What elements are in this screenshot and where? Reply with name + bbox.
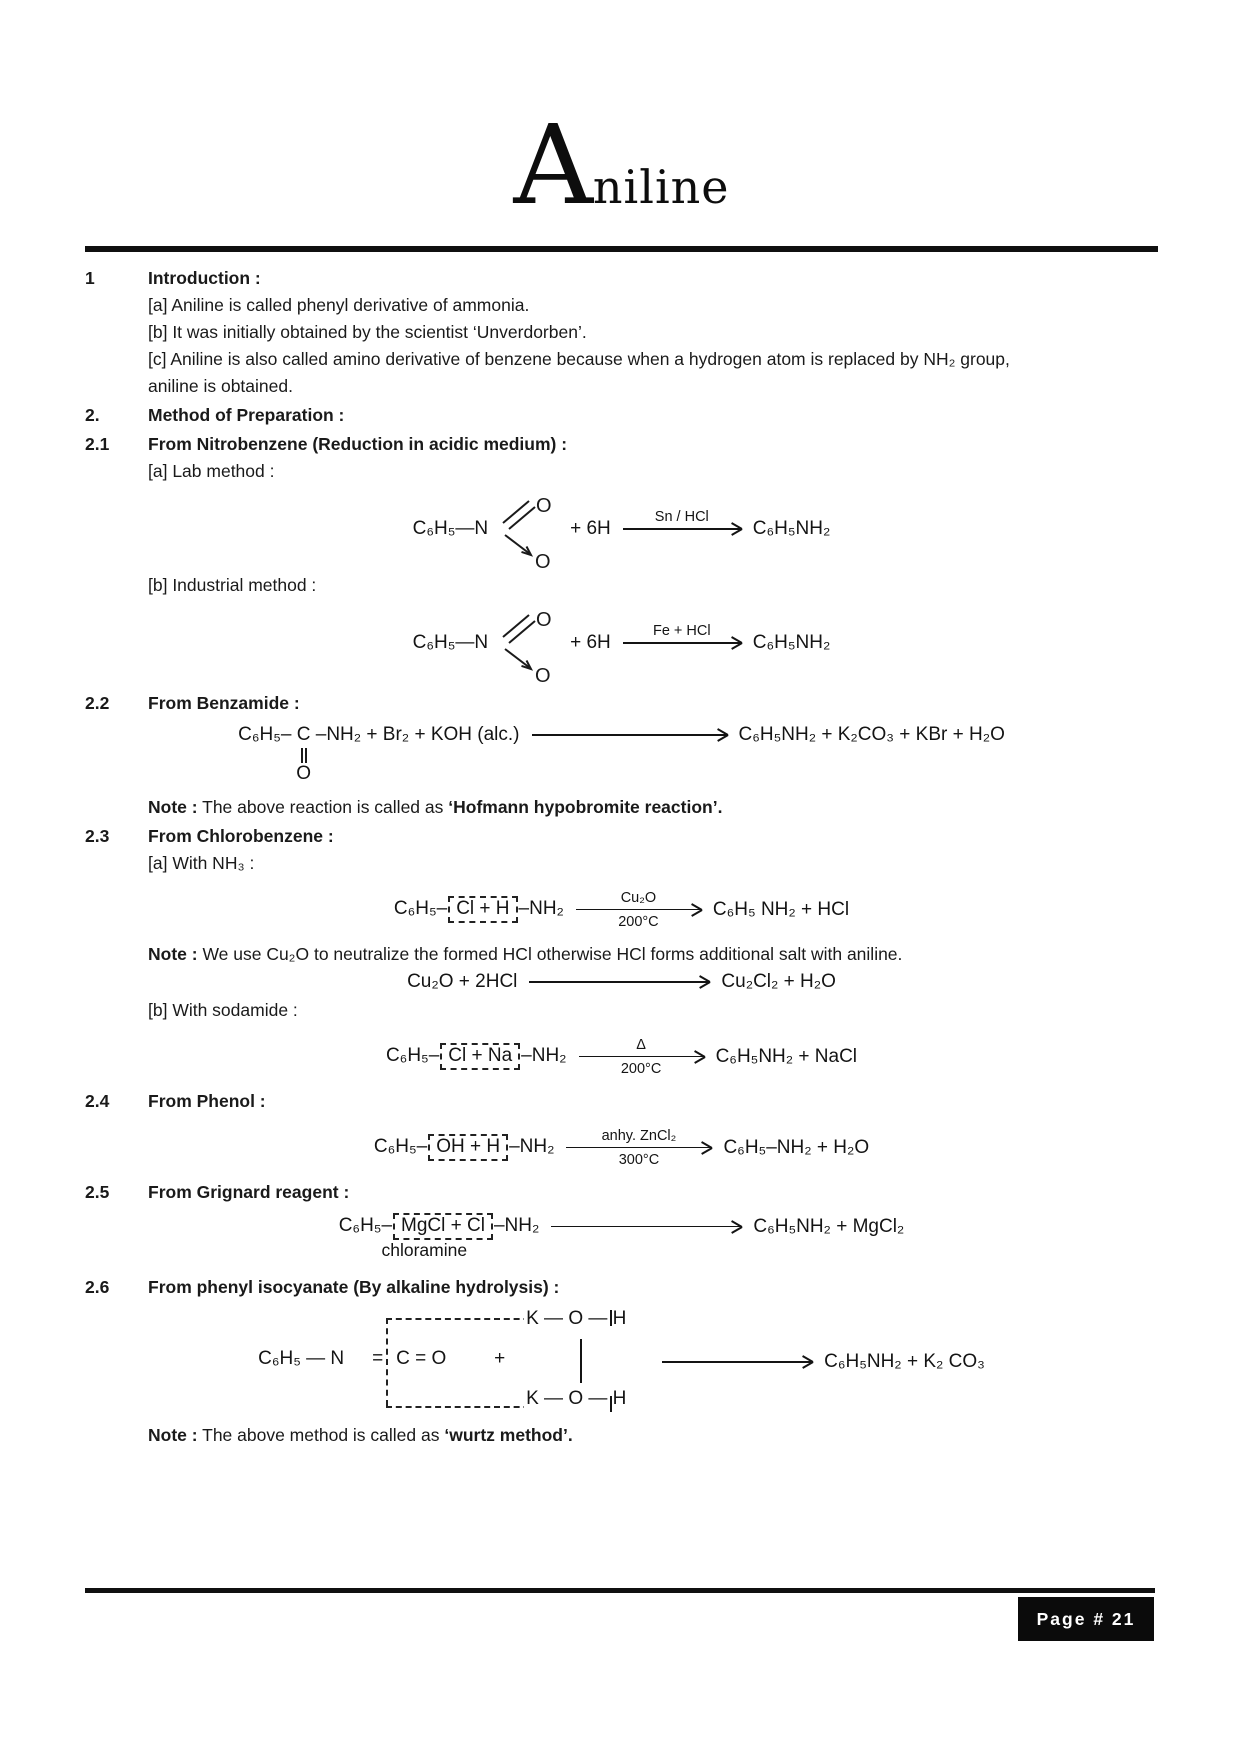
arrow-condition-top: anhy. ZnCl₂ xyxy=(601,1127,677,1144)
products: C₆H₅NH₂ + NaCl xyxy=(715,1045,858,1067)
product-aniline: C₆H₅NH₂ xyxy=(752,518,831,539)
note-cu2o xyxy=(148,941,1158,967)
reactant-hydrogen: + 6H xyxy=(570,518,611,539)
note-label: Note : xyxy=(148,1425,198,1445)
section-heading-2-1 xyxy=(85,431,1158,457)
isocyanate-koh-structure xyxy=(258,1308,650,1412)
section-title: From Chlorobenzene : xyxy=(148,826,334,846)
oxygen-top: O xyxy=(536,495,552,517)
sub-item-industrial-method: [b] Industrial method : xyxy=(148,575,317,595)
note-text: The above reaction is called as xyxy=(197,797,449,817)
note-label: Note : xyxy=(148,797,198,817)
arrow-condition-top: Cu₂O xyxy=(620,889,657,906)
double-bond xyxy=(301,748,307,763)
intro-item-c-line1: [c] Aniline is also called amino derivative of benzene because when a hydrogen atom is replaced by NH₂ group, xyxy=(148,349,1010,369)
reaction-arrow xyxy=(623,509,741,530)
oxygen-bottom: O xyxy=(535,665,551,683)
phenyl: C₆H₅– xyxy=(338,1215,393,1236)
amine: –NH₂ xyxy=(493,1215,540,1236)
arrow-condition-bottom: 300°C xyxy=(618,1151,660,1168)
nitro-group-structure xyxy=(500,603,558,683)
nitro-group-structure xyxy=(500,489,558,569)
page-number-label: Page # 21 xyxy=(1036,1608,1136,1629)
arrow-condition-top: Δ xyxy=(636,1036,646,1053)
reaction-arrow xyxy=(532,734,727,736)
leaving-group-box: OH + H xyxy=(428,1134,508,1161)
dashed-box-corner-top xyxy=(610,1310,612,1326)
plus-sign: + xyxy=(494,1348,506,1369)
intro-item-b: [b] It was initially obtained by the scientist ‘Unverdorben’. xyxy=(148,322,587,342)
carbon: C xyxy=(296,724,311,745)
section-heading-2-2 xyxy=(85,690,1158,716)
oxygen-top: O xyxy=(536,609,552,631)
reaction-arrow xyxy=(623,623,741,644)
section-number: 2. xyxy=(85,405,100,425)
koh-bottom: K — O — H xyxy=(526,1388,627,1409)
dashed-box-corner-bottom xyxy=(610,1396,612,1412)
sub-item-lab-method: [a] Lab method : xyxy=(148,461,275,481)
reactants xyxy=(374,1134,555,1161)
title-divider xyxy=(85,246,1158,252)
products: C₆H₅NH₂ + K₂ CO₃ xyxy=(824,1351,985,1372)
section-title: Method of Preparation : xyxy=(148,405,345,425)
arrow-condition-bottom: 200°C xyxy=(620,1060,662,1077)
note-wurtz xyxy=(148,1422,1158,1448)
reaction-arrow xyxy=(551,1226,741,1228)
sub-item-with-sodamide: [b] With sodamide : xyxy=(148,1000,298,1020)
dashed-box-left xyxy=(386,1318,388,1406)
koh-top: K — O — H xyxy=(526,1308,627,1329)
reactants: Cu₂O + 2HCl xyxy=(407,971,518,992)
carbonyl-group xyxy=(296,724,311,784)
section-heading-2 xyxy=(85,402,1158,428)
oxygen-bottom: O xyxy=(535,551,551,569)
arrow-condition-bottom: 200°C xyxy=(618,913,659,930)
section-number: 2.1 xyxy=(85,434,110,454)
reaction-arrow xyxy=(529,981,709,983)
note-bold: ‘wurtz method’. xyxy=(444,1425,573,1445)
n-c-double-bond: = xyxy=(372,1348,384,1369)
products: C₆H₅NH₂ + K₂CO₃ + KBr + H₂O xyxy=(738,724,1005,745)
leaving-group-box: Cl + H xyxy=(448,896,517,923)
section-title: From Phenol : xyxy=(148,1091,266,1111)
phenyl: C₆H₅– xyxy=(385,1045,440,1066)
page-number-badge xyxy=(1018,1597,1154,1641)
reactant-nitrobenzene: C₆H₅—N xyxy=(412,518,489,539)
amine: –NH₂ xyxy=(518,898,564,919)
title-dropcap: A xyxy=(513,101,593,229)
chloramine-label: chloramine xyxy=(381,1240,468,1260)
amine: –NH₂ xyxy=(509,1136,555,1157)
section-number: 2.5 xyxy=(85,1182,110,1202)
equation-phenol xyxy=(85,1127,1158,1168)
section-number: 2.3 xyxy=(85,826,110,846)
products: C₆H₅–NH₂ + H₂O xyxy=(723,1136,870,1158)
equation-phenyl-isocyanate xyxy=(85,1308,1158,1412)
phenyl: C₆H₅– xyxy=(393,898,448,919)
section-heading-2-3 xyxy=(85,823,1158,849)
reactant-hydrogen: + 6H xyxy=(570,632,611,653)
note-bold: ‘Hofmann hypobromite reaction’. xyxy=(448,797,723,817)
section-number: 1 xyxy=(85,268,95,288)
leaving-group-box: Cl + Na xyxy=(440,1043,520,1070)
products: C₆H₅NH₂ + MgCl₂ xyxy=(753,1215,905,1237)
equation-industrial-method xyxy=(85,602,1158,684)
rest-reactants: –NH₂ + Br₂ + KOH (alc.) xyxy=(310,724,520,745)
reaction-arrow xyxy=(579,1036,704,1077)
leaving-group-box: MgCl + Cl xyxy=(393,1213,493,1240)
carbonyl-oxygen: O xyxy=(296,763,311,784)
section-heading-2-5 xyxy=(85,1179,1158,1205)
products: C₆H₅ NH₂ + HCl xyxy=(712,898,850,920)
intro-item-a: [a] Aniline is called phenyl derivative of ammonia. xyxy=(148,295,530,315)
reactants xyxy=(339,1213,540,1240)
section-title: From Nitrobenzene (Reduction in acidic medium) : xyxy=(148,434,568,454)
content-area xyxy=(0,101,1240,1448)
phenyl: C₆H₅– xyxy=(238,724,297,745)
section-heading-2-6 xyxy=(85,1274,1158,1300)
reaction-arrow xyxy=(566,1127,711,1168)
reactant-nitrobenzene: C₆H₅—N xyxy=(412,632,489,653)
section-title: Introduction : xyxy=(148,268,261,288)
note-text: The above method is called as xyxy=(197,1425,445,1445)
section-heading-2-4 xyxy=(85,1088,1158,1114)
equation-lab-method xyxy=(85,488,1158,570)
equation-chlorobenzene-nh3 xyxy=(85,889,1158,930)
footer-divider xyxy=(85,1588,1155,1593)
amine: –NH₂ xyxy=(521,1045,567,1066)
section-number: 2.2 xyxy=(85,693,110,713)
title-text: niline xyxy=(592,160,730,214)
reactants-benzamide xyxy=(238,724,520,784)
section-number: 2.4 xyxy=(85,1091,110,1111)
equation-grignard xyxy=(85,1213,1158,1260)
koh-connecting-bond xyxy=(580,1339,582,1383)
reactants xyxy=(386,1043,567,1070)
section-title: From phenyl isocyanate (By alkaline hydrolysis) : xyxy=(148,1277,560,1297)
reaction-arrow xyxy=(662,1361,812,1363)
equation-benzamide xyxy=(85,724,1158,784)
reactants xyxy=(394,896,564,923)
products: Cu₂Cl₂ + H₂O xyxy=(721,971,836,992)
section-title: From Grignard reagent : xyxy=(148,1182,350,1202)
sub-item-with-nh3: [a] With NH₃ : xyxy=(148,853,255,873)
intro-item-c-line2: aniline is obtained. xyxy=(148,376,293,396)
phenyl-isocyanate: C₆H₅ — N xyxy=(258,1348,345,1369)
arrow-condition-top: Fe + HCl xyxy=(652,623,711,639)
equation-chlorobenzene-sodamide xyxy=(85,1036,1158,1077)
section-title: From Benzamide : xyxy=(148,693,300,713)
note-label: Note : xyxy=(148,944,198,964)
note-text: We use Cu₂O to neutralize the formed HCl otherwise HCl forms additional salt with aniline. xyxy=(197,944,903,964)
equation-cu2o-hcl xyxy=(85,971,1158,993)
carbonyl-part: C = O xyxy=(396,1348,447,1369)
section-number: 2.6 xyxy=(85,1277,110,1297)
product-aniline: C₆H₅NH₂ xyxy=(752,632,831,653)
arrow-condition-top: Sn / HCl xyxy=(654,509,709,525)
note-hofmann xyxy=(148,794,1158,820)
page-title xyxy=(85,101,1158,229)
section-heading-1 xyxy=(85,265,1158,291)
reaction-arrow xyxy=(576,889,701,930)
phenyl: C₆H₅– xyxy=(373,1136,428,1157)
